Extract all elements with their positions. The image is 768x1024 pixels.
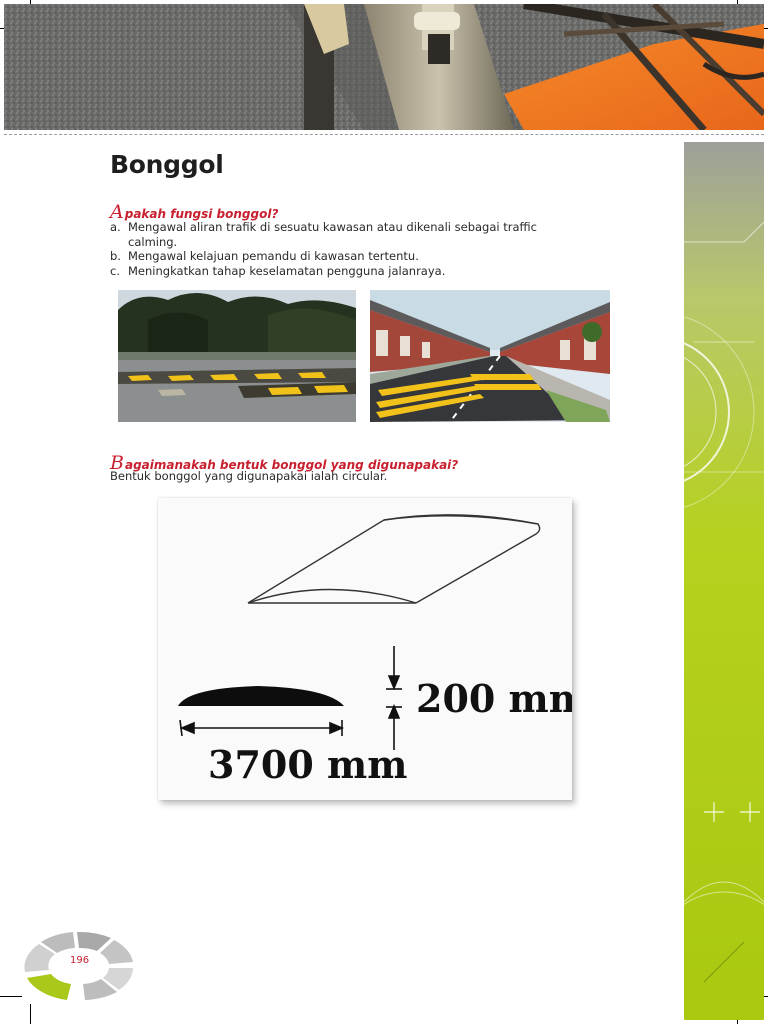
- list-item-continuation: calming.: [128, 234, 178, 249]
- speed-bump-photo: [118, 290, 356, 422]
- function-list: [110, 220, 537, 278]
- speed-hump-diagram: [158, 498, 572, 800]
- crop-mark: [30, 1004, 31, 1024]
- divider: [4, 134, 764, 135]
- answer-text: Bentuk bonggol yang digunapakai ialah circular.: [110, 469, 388, 483]
- page-number-badge: [20, 928, 138, 1004]
- question-text: pakah fungsi bonggol?: [124, 207, 279, 221]
- side-decoration-panel: [684, 142, 764, 1020]
- page-number: 196: [70, 955, 90, 966]
- height-dimension-arrow: [386, 646, 402, 750]
- height-label: 200 mm: [416, 676, 572, 721]
- length-dimension-arrow: [180, 720, 342, 736]
- question-initial: B: [110, 452, 124, 474]
- hump-3d-sketch: [248, 515, 540, 603]
- crop-mark: [0, 996, 22, 997]
- question-text: agaimanakah bentuk bonggol yang digunapakai?: [124, 458, 459, 472]
- page-title: Bonggol: [110, 150, 224, 179]
- length-label: 3700 mm: [208, 742, 408, 787]
- list-item: a. Mengawal aliran trafik di sesuatu kawasan atau dikenali sebagai traffic: [110, 220, 537, 234]
- list-item: b. Mengawal kelajuan pemandu di kawasan tertentu.: [110, 249, 419, 263]
- residential-road-photo: [370, 290, 610, 422]
- hump-profile: [178, 686, 344, 706]
- question-initial: A: [110, 201, 124, 223]
- list-item: c. Meningkatkan tahap keselamatan pengguna jalanraya.: [110, 263, 446, 278]
- header-photo: [4, 4, 764, 130]
